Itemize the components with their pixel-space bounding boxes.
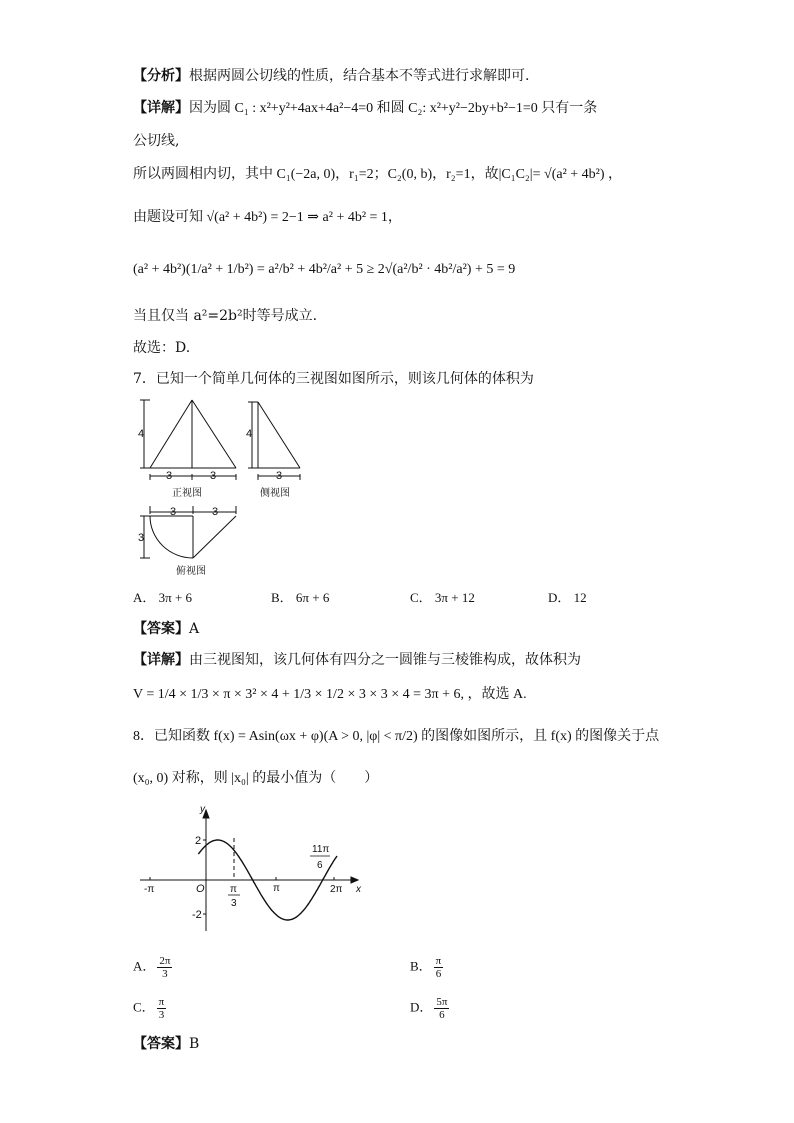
q8-option-a-value <box>157 955 172 980</box>
q8-option-d-den: 6 <box>439 1009 445 1021</box>
q8-answer-line <box>133 1034 199 1054</box>
top-dim-3-right: 3 <box>212 506 219 518</box>
q8-option-c[interactable] <box>133 996 168 1021</box>
detail-line-5: (a² + 4b²)(1/a² + 1/b²) = a²/b² + 4b²/a² + 5 ≥ 2√(a²/b² · 4b²/a²) + 5 = 9 <box>133 262 516 277</box>
detail-tag: 【详解】 <box>133 101 189 116</box>
q8-option-b-den: 6 <box>435 968 442 980</box>
x-axis-label: x <box>356 884 361 895</box>
q8-answer-value: B <box>189 1036 200 1052</box>
neg-pi-label: -π <box>144 884 155 895</box>
detail-line-1 <box>133 99 597 119</box>
top-view-label: 俯视图 <box>176 566 206 577</box>
pi-third-den: 3 <box>231 898 237 909</box>
q8-option-d-label: D． <box>410 999 433 1015</box>
q7-detail-tag: 【详解】 <box>133 652 189 668</box>
pi-label: π <box>273 883 280 894</box>
q7-answer-value: A <box>189 621 200 637</box>
sine-graph-figure <box>140 806 370 936</box>
y-min-label: -2 <box>192 909 202 921</box>
detail-line-6: 当且仅当 a²=2b²时等号成立. <box>133 308 318 324</box>
pi-third-num: π <box>230 884 237 895</box>
detail-line-2: 公切线, <box>133 133 180 149</box>
front-view-label: 正视图 <box>172 488 202 499</box>
top-dim-3-left: 3 <box>170 506 177 518</box>
top-dim-3-height: 3 <box>138 532 145 544</box>
analysis-tag: 【分析】 <box>133 68 189 84</box>
y-max-label: 2 <box>195 835 202 847</box>
detail-line-4: 由题设可知 √(a² + 4b²) = 2−1 ⇒ a² + 4b² = 1， <box>133 210 402 225</box>
q8-option-a-den: 3 <box>162 968 168 980</box>
q7-option-d[interactable]: D． 12 <box>548 590 587 605</box>
analysis-line <box>133 66 529 86</box>
q8-option-b-value <box>434 955 444 980</box>
y-axis-label: y <box>200 806 205 815</box>
q8-option-b-label: B． <box>410 958 432 974</box>
q8-option-d[interactable] <box>410 996 451 1021</box>
question-8-text-2: (x₀, 0) 对称，则 |x₀| 的最小值为（ ） <box>133 771 379 786</box>
q8-option-b-num: π <box>435 955 442 967</box>
side-dim-4: 4 <box>246 428 253 440</box>
three-view-figure <box>134 394 324 580</box>
q7-option-b[interactable]: B． 6π + 6 <box>271 590 330 605</box>
q8-option-c-num: π <box>158 996 165 1008</box>
front-dim-3-right: 3 <box>210 470 217 482</box>
origin-label: O <box>196 883 205 895</box>
question-8-text-1: 8．已知函数 f(x) = Asin(ωx + φ)(A > 0, |φ| < π/2) 的图像如图所示，且 f(x) 的图像关于点 <box>133 729 660 744</box>
q8-option-d-value <box>434 996 449 1021</box>
question-7-text: 7．已知一个简单几何体的三视图如图所示，则该几何体的体积为 <box>133 371 534 387</box>
detail-line-3: 所以两圆相内切，其中 C₁(−2a, 0)，r₁=2；C₂(0, b)，r₂=1，故|C₁C₂|= √(a² + 4b²) ， <box>133 167 623 182</box>
front-dim-4: 4 <box>138 428 145 440</box>
q8-option-c-den: 3 <box>158 1009 165 1021</box>
q7-detail-text: 由三视图知，该几何体有四分之一圆锥与三棱锥构成，故体积为 <box>189 652 581 668</box>
q7-option-c[interactable]: C． 3π + 12 <box>410 590 475 605</box>
q8-option-b[interactable] <box>410 955 445 980</box>
q8-option-c-label: C． <box>133 999 155 1015</box>
q8-option-c-value <box>157 996 167 1021</box>
q7-option-a[interactable]: A． 3π + 6 <box>133 590 193 605</box>
detail-text-1: 因为圆 C₁ : x²+y²+4ax+4a²−4=0 和圆 C₂: x²+y²−2by+b²−1=0 只有一条 <box>189 101 598 116</box>
q8-option-a[interactable] <box>133 955 174 980</box>
side-view-label: 侧视图 <box>260 488 290 499</box>
q7-detail-line <box>133 650 581 670</box>
front-view <box>140 400 236 480</box>
q8-answer-tag: 【答案】 <box>133 1036 189 1052</box>
front-dim-3-left: 3 <box>166 470 173 482</box>
side-dim-3: 3 <box>276 470 283 482</box>
q8-option-a-label: A． <box>133 958 156 974</box>
eleven-pi-sixth-den: 6 <box>317 860 323 871</box>
q7-volume-formula: V = 1/4 × 1/3 × π × 3² × 4 + 1/3 × 1/2 × 3 × 3 × 4 = 3π + 6, ，故选 A. <box>133 687 527 702</box>
two-pi-label: 2π <box>330 884 343 895</box>
top-view <box>140 506 236 558</box>
q7-answer-line <box>133 619 199 639</box>
q7-answer-tag: 【答案】 <box>133 621 189 637</box>
detail-line-7: 故选：D. <box>133 340 191 356</box>
side-view <box>248 402 300 480</box>
q8-option-d-num: 5π <box>436 996 448 1008</box>
eleven-pi-sixth-num: 11π <box>312 844 330 855</box>
q8-option-a-num: 2π <box>159 955 171 967</box>
analysis-text: 根据两圆公切线的性质，结合基本不等式进行求解即可. <box>189 68 530 84</box>
